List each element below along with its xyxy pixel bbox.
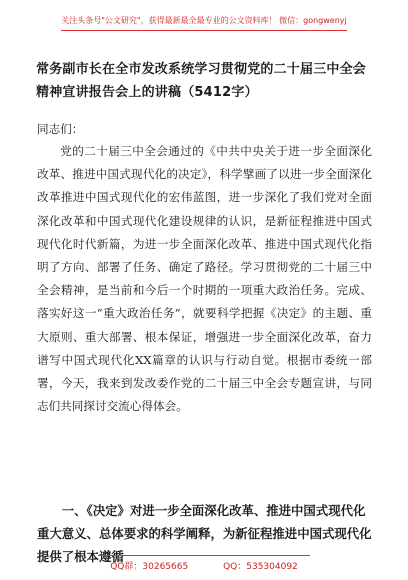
section-heading: 一、《决定》对进一步全面深化改革、推进中国式现代化重大意义、总体要求的科学阐释，为新征程推进中国式现代化提供了根本遵循	[37, 503, 372, 565]
document-title: 常务副市长在全市发改系统学习贯彻党的二十届三中全会精神宣讲报告会上的讲稿（5412字）	[36, 62, 367, 100]
body-paragraph: 党的二十届三中全会通过的《中共中央关于进一步全面深化改革、推进中国式现代化的决定》，科学擘画了以进一步全面深化改革推进中国式现代化的宏伟蓝图，进一步深化了我们党对全面深化改革和中国式现代化建设规律的认识，是新征程推进中国式现代化时代新篇，为进一步全面深化改革、推进中国式现代化指明了方向、部署了任务、确定了路径。学习贯彻党的二十届三中全会精神，是当前和今后一个时期的一项重大政治任务。完成、落实好这一“重大政治任务”，就要科学把握《决定》的主题、重大原则、重大部署、根本保证，增强进一步全面深化改革，奋力谱写中国式现代化XX篇章的认识与行动自觉。根据市委统一部署，今天，我来到发改委作党的二十届三中全会专题宣讲，与同志们共同探讨交流心得体会。	[37, 144, 372, 414]
qq-number: QQ：535304092	[223, 562, 298, 572]
footer	[0, 546, 408, 572]
footer-contacts	[98, 555, 310, 572]
qq-group-number: QQ群：30265665	[110, 562, 189, 572]
salutation: 同志们：	[37, 122, 84, 136]
top-banner	[0, 10, 408, 38]
banner-text: 关注头条号"公文研究"，获得最新最全最专业的公文资料库！ 微信：gongwenyj	[61, 15, 347, 31]
